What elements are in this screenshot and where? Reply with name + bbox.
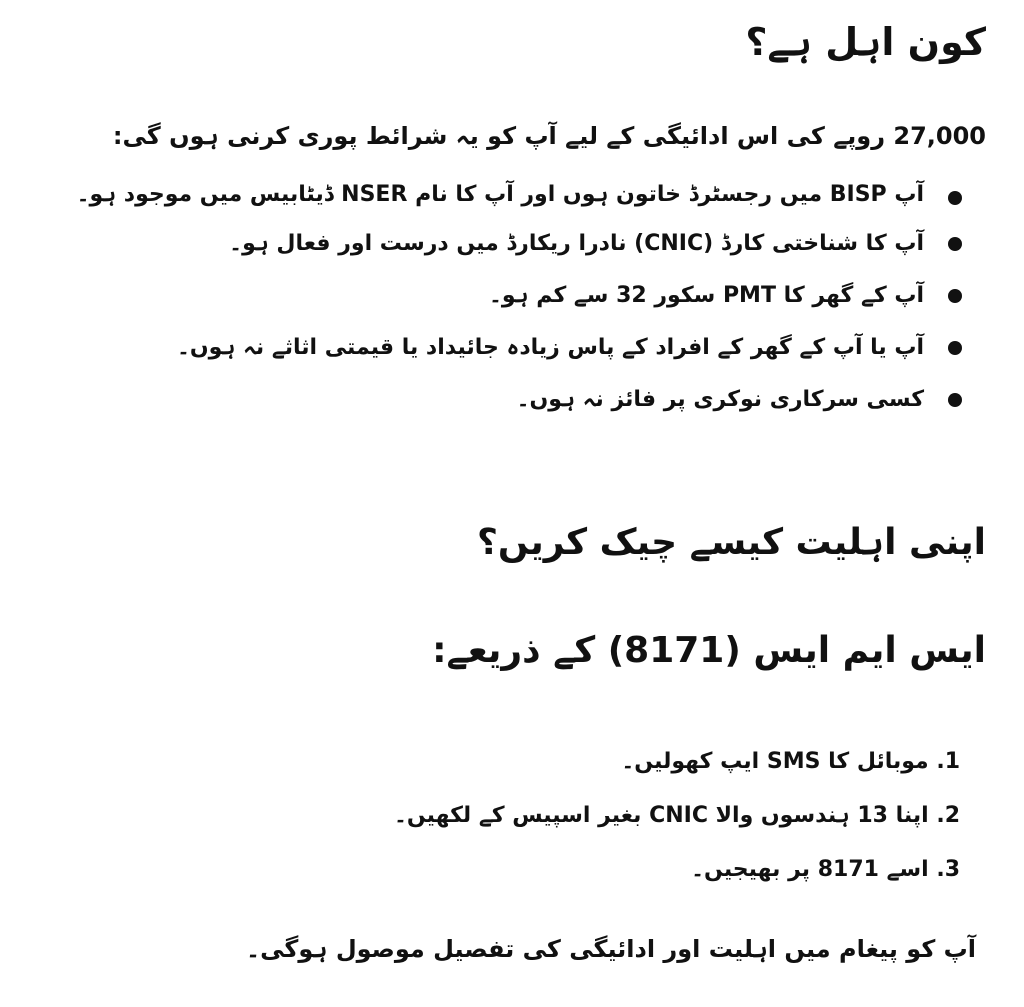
step-item: 1. موبائل کا SMS ایپ کھولیں۔	[621, 749, 960, 774]
condition-text: کسی سرکاری نوکری پر فائز نہ ہوں۔	[516, 387, 924, 412]
bullet-icon	[948, 341, 962, 355]
step-item: 3. اسے 8171 پر بھیجیں۔	[691, 857, 960, 882]
steps-list	[394, 735, 960, 897]
bullet-icon	[948, 393, 962, 407]
condition-text: آپ BISP میں رجسٹرڈ خاتون ہوں اور آپ کا نام NSER ڈیٹابیس میں موجود ہو۔	[76, 182, 924, 207]
condition-text: آپ کا شناختی کارڈ (CNIC) نادرا ریکارڈ میں درست اور فعال ہو۔	[229, 231, 924, 256]
bullet-icon	[948, 191, 962, 205]
conditions-list	[77, 172, 962, 426]
list-item	[77, 374, 962, 426]
intro-text: 27,000 روپے کی اس ادائیگی کے لیے آپ کو یہ شرائط پوری کرنی ہوں گی:	[112, 122, 986, 150]
step-item: 2. اپنا 13 ہندسوں والا CNIC بغیر اسپیس کے لکھیں۔	[393, 803, 960, 828]
heading-who-is-eligible: کون اہل ہے؟	[745, 20, 986, 64]
heading-via-sms: ایس ایم ایس (8171) کے ذریعے:	[432, 630, 986, 671]
condition-text: آپ یا آپ کے گھر کے افراد کے پاس زیادہ جائیداد یا قیمتی اثاثے نہ ہوں۔	[177, 335, 924, 360]
heading-how-to-check: اپنی اہلیت کیسے چیک کریں؟	[476, 522, 986, 563]
list-item	[77, 270, 962, 322]
bullet-icon	[948, 289, 962, 303]
list-item	[77, 218, 962, 270]
list-item	[77, 172, 962, 218]
bullet-icon	[948, 237, 962, 251]
final-note: آپ کو پیغام میں اہلیت اور ادائیگی کی تفصیل موصول ہوگی۔	[246, 935, 976, 963]
list-item	[77, 322, 962, 374]
condition-text: آپ کے گھر کا PMT سکور 32 سے کم ہو۔	[488, 283, 924, 308]
